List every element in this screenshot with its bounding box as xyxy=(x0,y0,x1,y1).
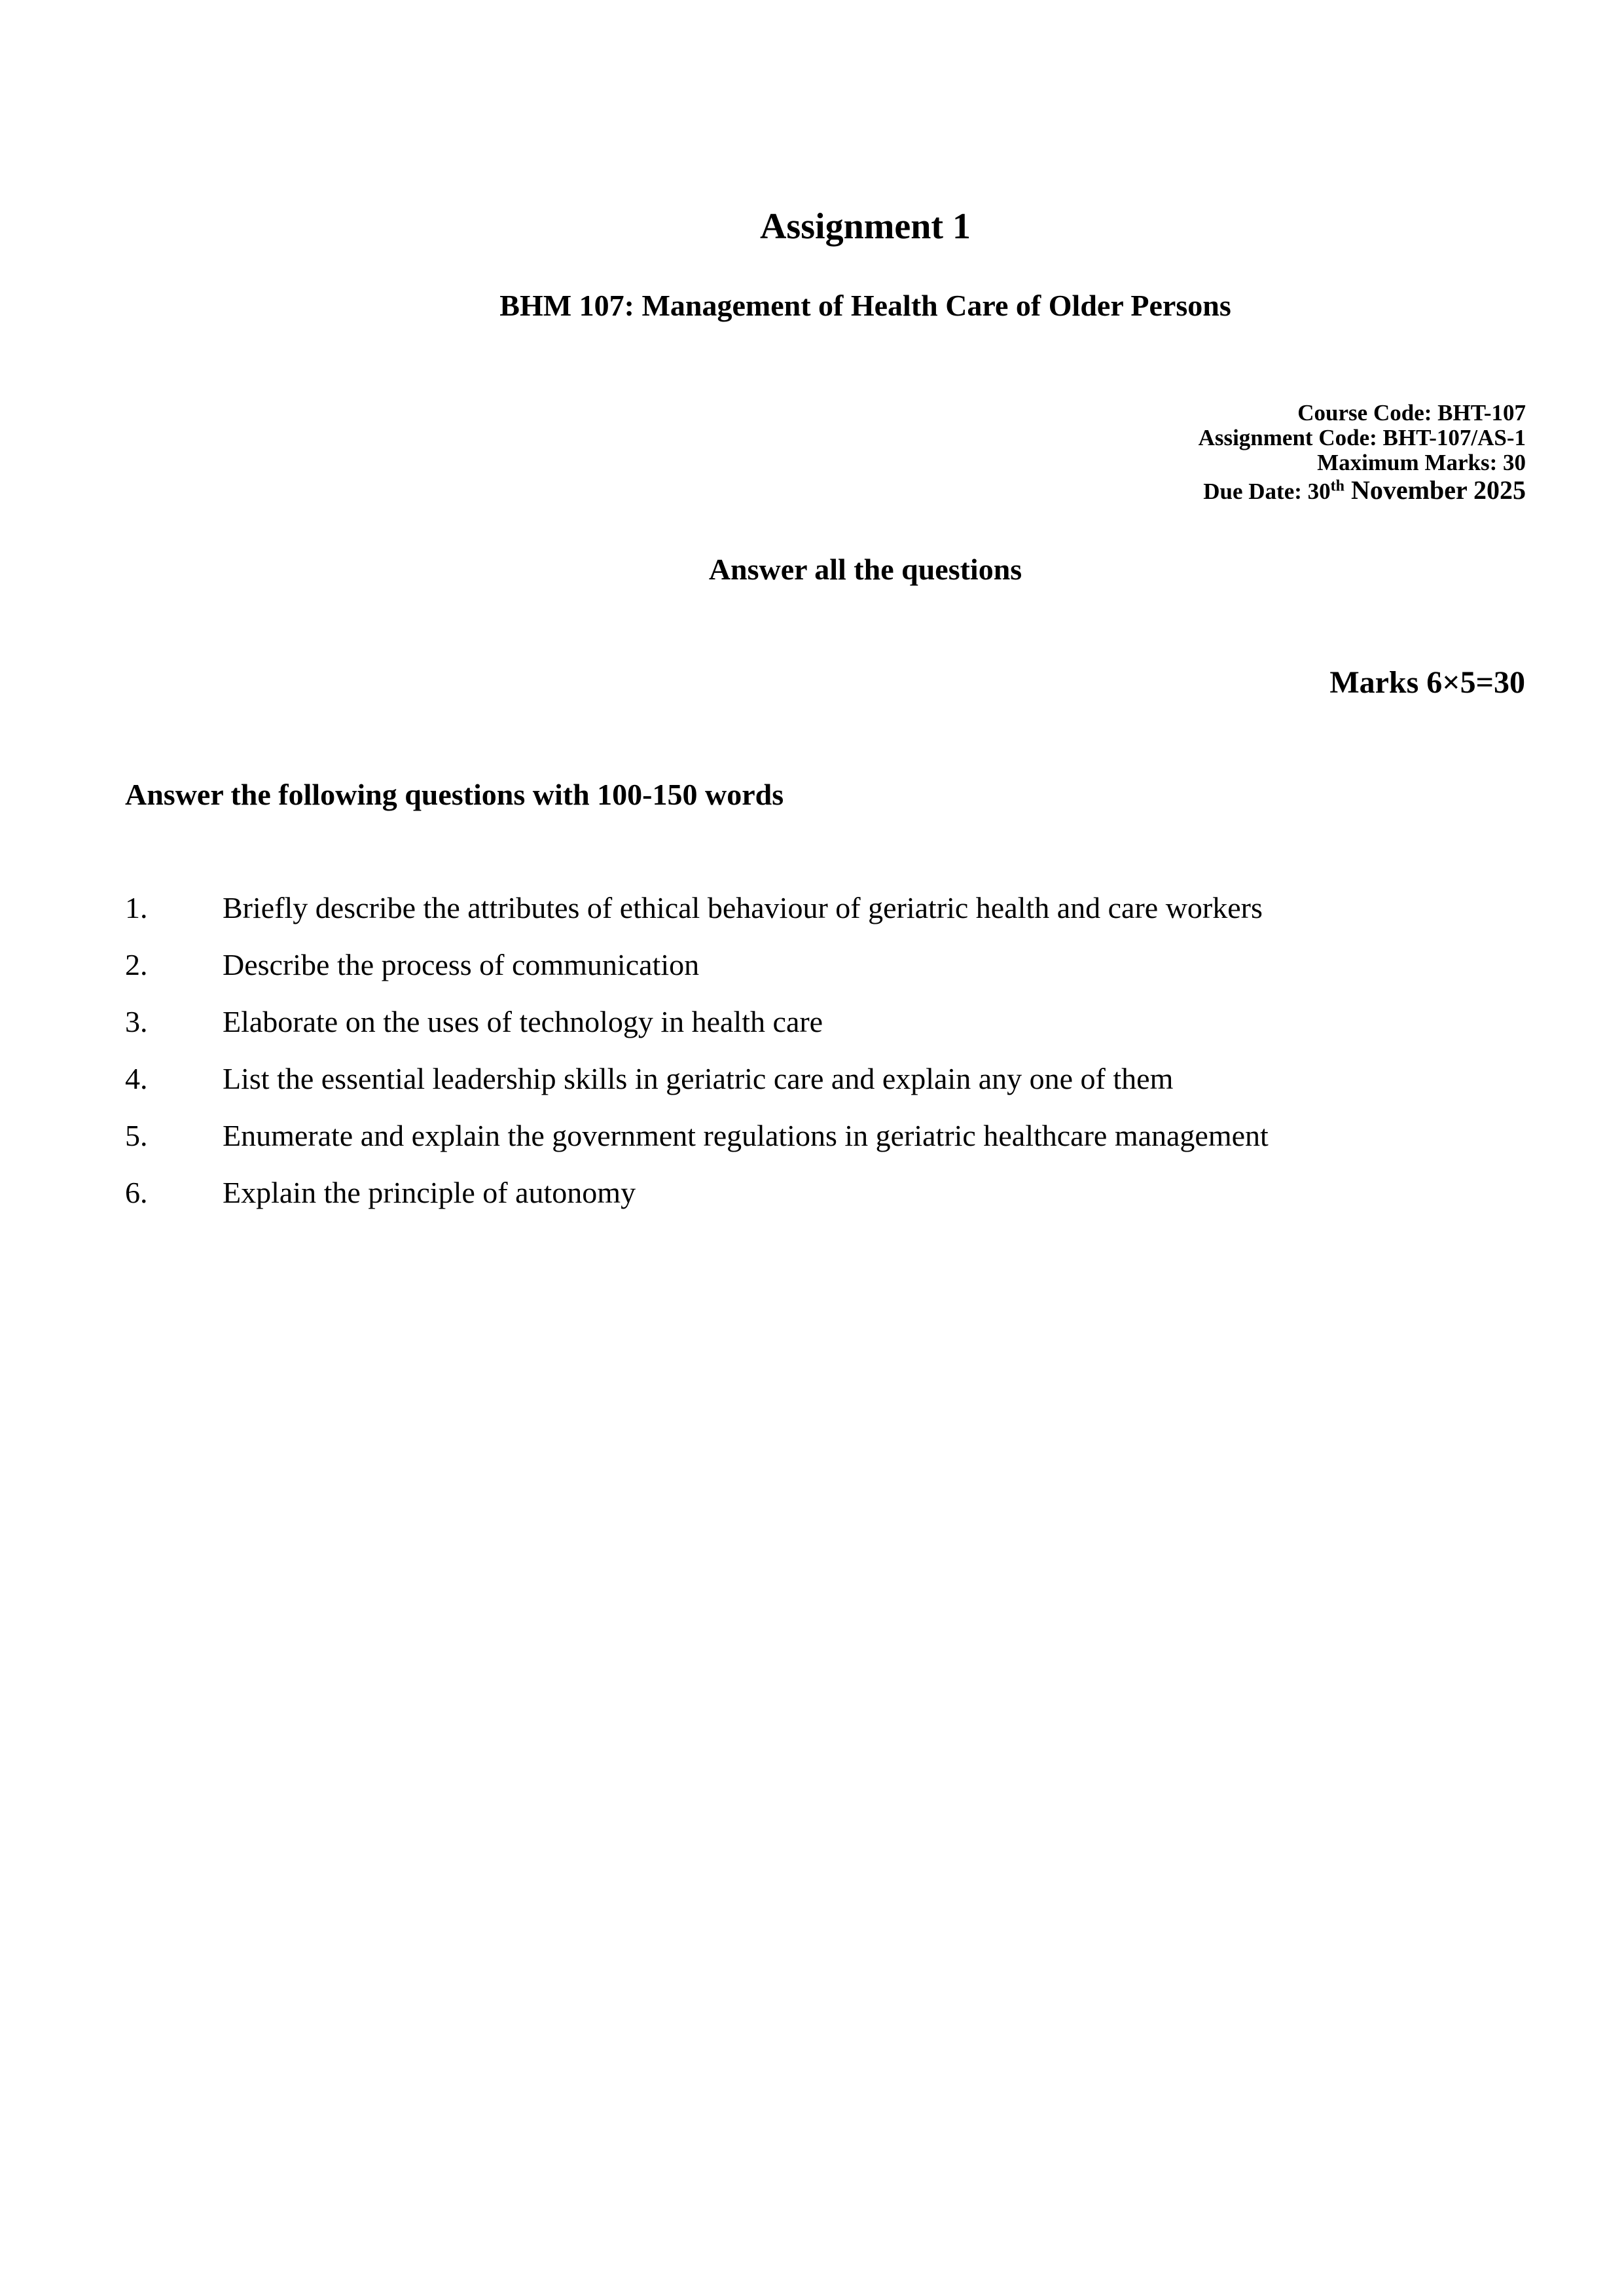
question-text: Briefly describe the attributes of ethical behaviour of geriatric health and care workers xyxy=(223,891,1263,924)
course-code: Course Code: BHT-107 xyxy=(1297,400,1526,426)
course-subtitle: BHM 107: Management of Health Care of Older Persons xyxy=(499,289,1231,322)
question-text: List the essential leadership skills in geriatric care and explain any one of them xyxy=(223,1062,1174,1095)
question-number: 5. xyxy=(125,1119,148,1152)
instruction-heading: Answer all the questions xyxy=(708,553,1022,586)
assignment-code: Assignment Code: BHT-107/AS-1 xyxy=(1198,425,1526,450)
question-text: Elaborate on the uses of technology in health care xyxy=(223,1005,823,1038)
question-text: Explain the principle of autonomy xyxy=(223,1176,636,1209)
question-number: 4. xyxy=(125,1062,148,1095)
section-heading: Answer the following questions with 100-150 words xyxy=(125,778,784,811)
due-date-label: Due Date: 30 xyxy=(1203,479,1331,504)
maximum-marks: Maximum Marks: 30 xyxy=(1317,450,1526,475)
question-number: 3. xyxy=(125,1005,148,1038)
question-text: Describe the process of communication xyxy=(223,948,700,981)
question-number: 1. xyxy=(125,891,148,924)
question-number: 6. xyxy=(125,1176,148,1209)
assignment-meta-block xyxy=(1199,401,1526,504)
due-date-rest: November 2025 xyxy=(1344,475,1526,505)
due-date-superscript: th xyxy=(1330,477,1344,495)
document-title: Assignment 1 xyxy=(759,206,971,247)
question-text: Enumerate and explain the government regulations in geriatric healthcare management xyxy=(223,1119,1269,1152)
due-date xyxy=(1199,475,1526,505)
question-number: 2. xyxy=(125,948,148,981)
marks-summary: Marks 6×5=30 xyxy=(1329,665,1525,700)
